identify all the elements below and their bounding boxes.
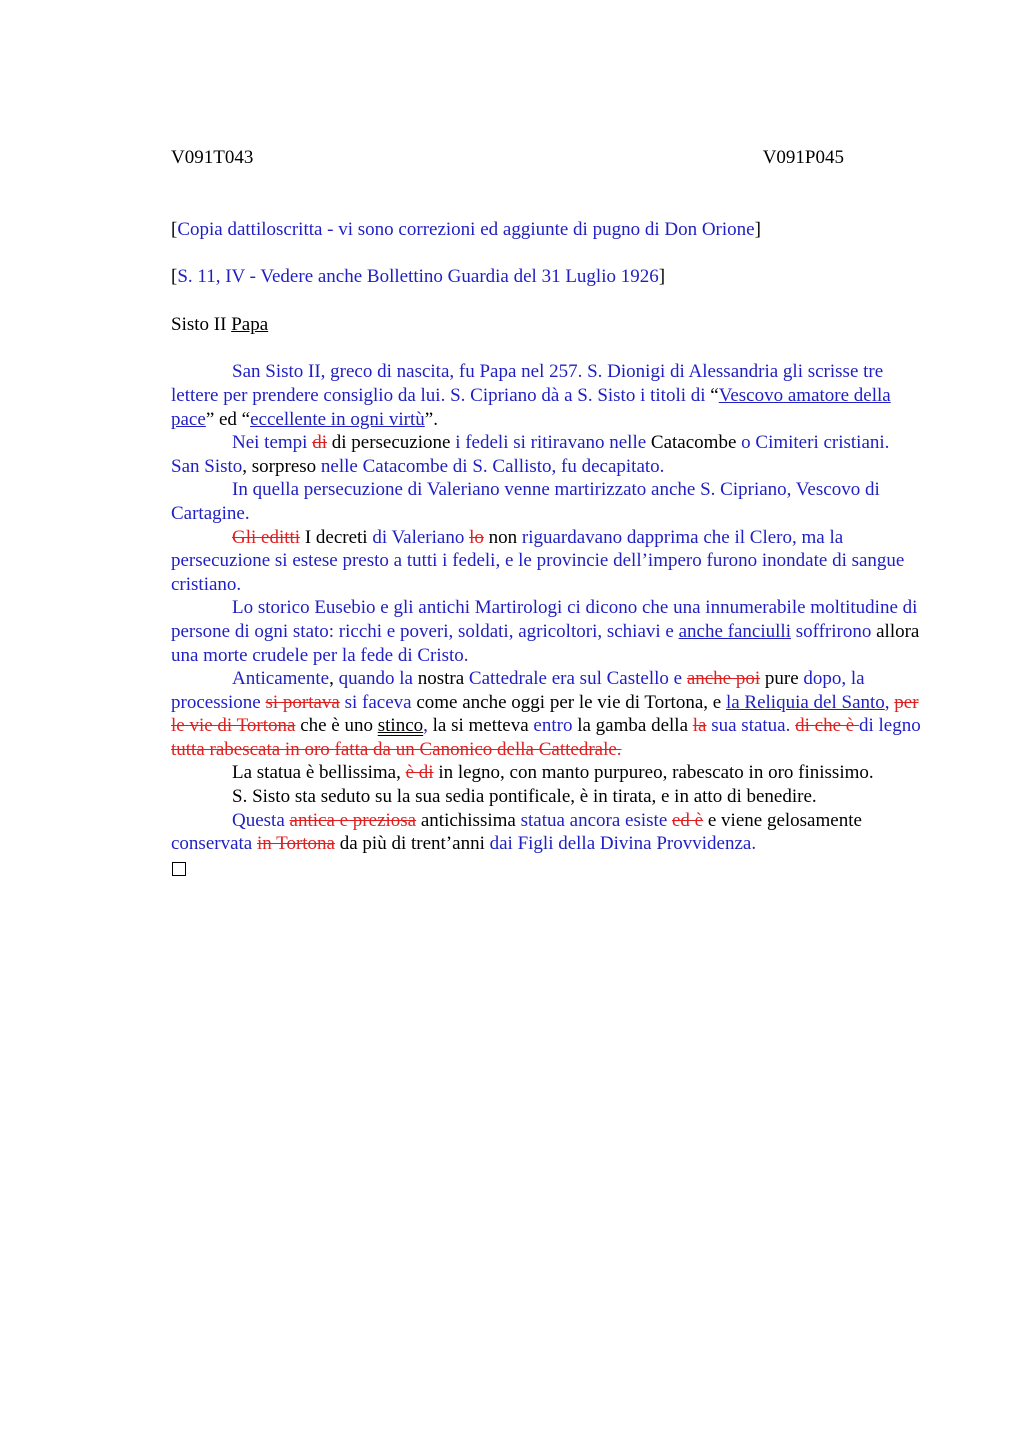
typed-text: da più di trent’anni (335, 833, 490, 855)
typed-text: Catacombe (650, 432, 737, 454)
bracket-close: ] (754, 218, 761, 240)
deleted-text: si portava (265, 691, 340, 713)
typed-text: nostra (417, 668, 469, 690)
typed-text: S. Sisto sta seduto su la sua sedia pontificale, è in tirata, e in atto di benedire. (232, 786, 817, 808)
editorial-note-copy (171, 218, 921, 242)
added-text: Lo storico Eusebio e gli antichi Martirologi ci dicono che una innumerabile moltitudine di persone di ogni stato: ricchi e poveri, soldati, a (171, 597, 918, 642)
added-text: sua statua. (706, 715, 796, 737)
deleted-text: per le vie di Tortona (171, 691, 919, 737)
paragraph-3 (171, 478, 921, 525)
added-text: nelle Catacombe di S. Callisto, fu decapitato. (320, 455, 665, 477)
volume-code-left: V091T043 (171, 147, 254, 168)
typed-text: antichissima (416, 809, 521, 831)
typed-text: I decreti (300, 526, 373, 548)
added-text: Nei tempi (232, 432, 313, 454)
typed-text: allora (876, 620, 920, 642)
deleted-text: tutta rabescata in oro fatta da un Canonico della Cattedrale. (171, 738, 622, 760)
added-text: riguardavano da (521, 526, 645, 548)
paragraph-6 (171, 667, 921, 761)
added-text: di legno (858, 715, 921, 737)
typed-text: , sorpreso (242, 455, 321, 477)
underlined-added-text: Vescovo amatore della pace (171, 384, 891, 430)
deleted-text: lo (469, 526, 484, 548)
added-text: quando la (338, 668, 418, 690)
typed-text: e viene gelosamente (703, 809, 862, 831)
added-text: o Cimiteri cristiani. San Sisto (171, 432, 890, 477)
document-title (171, 313, 921, 337)
deleted-text: ed è (672, 809, 704, 831)
typed-text: pure (760, 668, 804, 690)
typed-text: la gamba della (577, 715, 693, 737)
added-text: di Valeriano (372, 526, 470, 548)
added-text: In quella persecuzione di Valeriano venne martirizzato anche S. Cipriano, Vescovo di Cartagine. (171, 479, 880, 524)
added-text: statua ancora esiste (520, 809, 672, 831)
title-underlined: Papa (231, 313, 269, 335)
underlined-added-text: eccellente in ogni virtù (250, 408, 425, 430)
deleted-text: è di (405, 762, 434, 784)
added-text: conservata (171, 833, 257, 855)
note-text: S. 11, IV - Vedere anche Bollettino Guardia del 31 Luglio 1926 (177, 266, 659, 288)
added-text: soffrirono (790, 620, 877, 642)
typed-text: La statua è bellissima, (232, 762, 406, 784)
editorial-note-source (171, 265, 921, 289)
paragraph-8 (171, 785, 921, 809)
typed-text: “ (710, 384, 719, 406)
added-text: , (423, 715, 433, 737)
added-text: dai Figli della Divina Provvidenza. (489, 833, 757, 855)
added-text: Anticamente (232, 668, 330, 690)
paragraph-4 (171, 526, 921, 597)
note-text: Copia dattiloscritta - vi sono correzioni ed aggiunte di pugno di Don Orione (177, 218, 755, 240)
added-text: Cattedrale era sul Castello e (468, 668, 687, 690)
end-of-document-box-icon (172, 862, 186, 876)
typed-text: ”. (424, 408, 438, 430)
deleted-text: antica e preziosa (289, 809, 417, 831)
added-text: i fedeli si ritiravano nelle (455, 432, 651, 454)
paragraph-7 (171, 761, 921, 785)
deleted-text: la (692, 715, 707, 737)
bracket-close: ] (658, 266, 666, 288)
added-text: pprima che il Clero, ma la persecuzione si estese presto a tutti i fedeli, e le provincie dell’impero furono inondate di sangue cristiano. (171, 526, 905, 595)
typed-text: in legno, con manto purpureo, rabescato in oro finissimo. (433, 762, 874, 784)
typed-text: come anche oggi per le vie di Tortona, e (416, 691, 726, 713)
added-text: San Sisto II, greco di nascita, fu Papa nel 257. S. Dionigi di Alessandria gli scrisse tre lettere per prendere consiglio da lui. S. Cipriano dà a S. Sisto i titoli di (171, 361, 884, 406)
document-page (171, 146, 921, 882)
typed-text: ” ed “ (205, 408, 251, 430)
typed-text: che è uno (295, 715, 378, 737)
deleted-text: anche poi (686, 668, 761, 690)
deleted-text: di (312, 432, 327, 454)
underlined-added-text: la Reliquia del Santo (725, 691, 885, 713)
paragraph-5 (171, 596, 921, 667)
document-body (171, 360, 921, 882)
added-text: entro (533, 715, 578, 737)
document-header (171, 146, 844, 170)
paragraph-2 (171, 431, 921, 478)
deleted-text: di che è (795, 715, 859, 737)
title-text: Sisto II (171, 313, 232, 335)
bracket-open: [ (171, 218, 178, 240)
typed-text: , (329, 668, 339, 690)
underlined-added-text: anche fanciulli (678, 620, 791, 642)
typed-text: la si metteva (432, 715, 534, 737)
added-text: gricoltori, schiavi e (526, 620, 679, 642)
bracket-open: [ (171, 266, 178, 288)
typed-text: non (483, 526, 522, 548)
added-text: , (884, 691, 895, 713)
deleted-text: Gli editti (232, 526, 301, 548)
page-code-right: V091P045 (762, 147, 844, 168)
added-text: Questa (232, 809, 290, 831)
typed-text: di persecuzione (326, 432, 456, 454)
added-text: una morte crudele per la fede di Cristo. (171, 644, 469, 666)
double-underlined-text: stinco (377, 715, 424, 737)
paragraph-9 (171, 809, 921, 856)
deleted-text: in Tortona (256, 833, 335, 855)
added-text: si faceva (339, 691, 417, 713)
added-text: dopo, la processione (171, 668, 865, 713)
paragraph-1 (171, 360, 921, 431)
